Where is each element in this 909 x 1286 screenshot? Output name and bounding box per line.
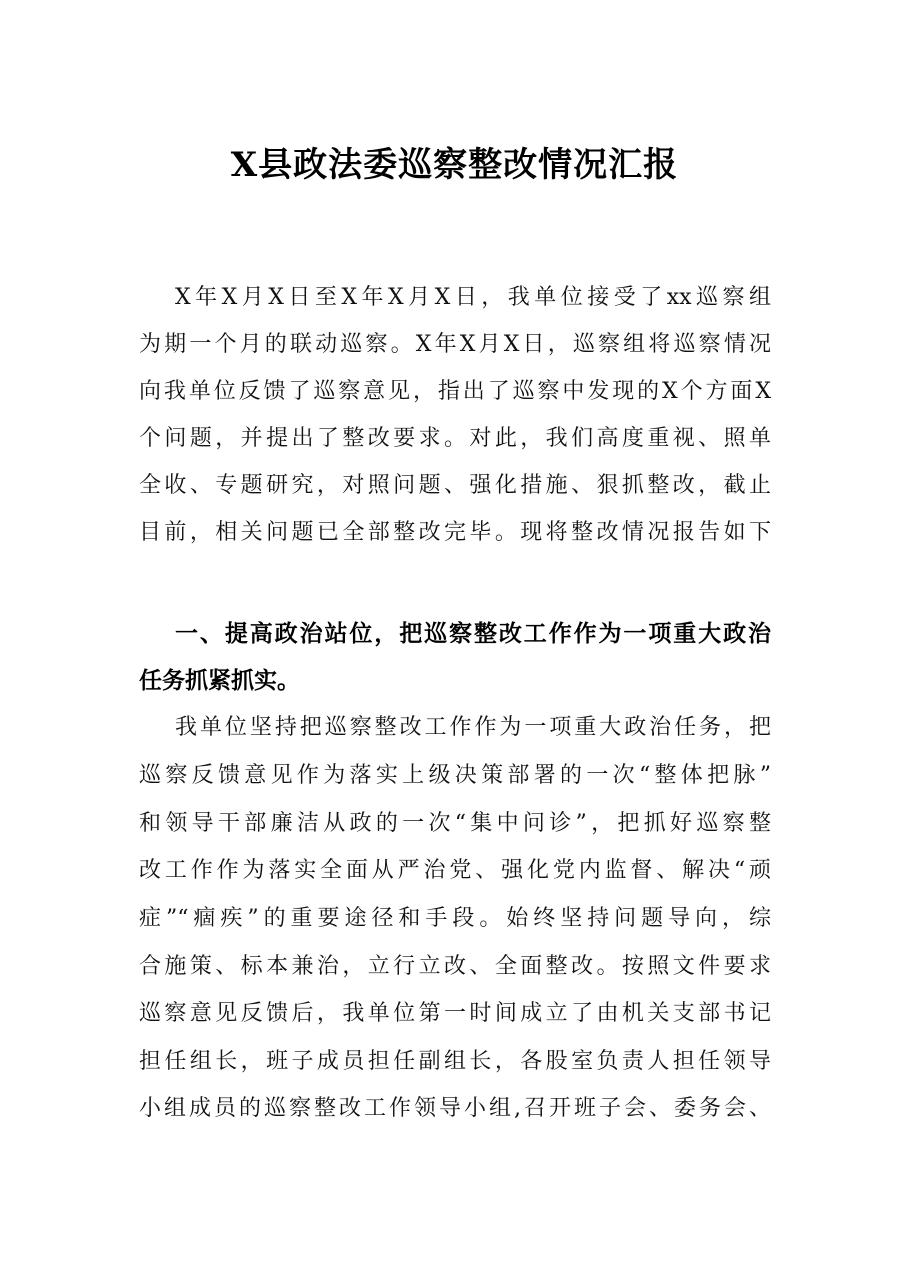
intro-line: 目前，相关问题已全部整改完毕。现将整改情况报告如下	[139, 520, 771, 545]
body-line: 我单位坚持把巡察整改工作作为一项重大政治任务，把	[175, 715, 771, 740]
intro-line: X年X月X日至X年X月X日，我单位接受了xx巡察组	[175, 285, 771, 310]
body-line: 改工作作为落实全面从严治党、强化党内监督、解决“顽	[139, 858, 771, 883]
body-line: 小组成员的巡察整改工作领导小组,召开班子会、委务会、	[139, 1096, 771, 1121]
section-heading-line: 任务抓紧抓实。	[139, 667, 300, 694]
body-line: 担任组长，班子成员担任副组长，各股室负责人担任领导	[139, 1049, 771, 1074]
body-line: 和领导干部廉洁从政的一次“集中问诊”，把抓好巡察整	[139, 811, 771, 836]
intro-line: 向我单位反馈了巡察意见，指出了巡察中发现的X个方面X	[139, 379, 771, 404]
intro-line: 为期一个月的联动巡察。X年X月X日，巡察组将巡察情况	[139, 332, 771, 357]
body-line: 巡察意见反馈后，我单位第一时间成立了由机关支部书记	[139, 1001, 771, 1026]
body-line: 巡察反馈意见作为落实上级决策部署的一次“整体把脉”	[139, 763, 771, 788]
section-heading-line: 一、提高政治站位，把巡察整改工作作为一项重大政治	[175, 620, 771, 647]
intro-line: 个问题，并提出了整改要求。对此，我们高度重视、照单	[139, 426, 771, 451]
document-title: X县政法委巡察整改情况汇报	[230, 145, 679, 185]
body-line: 合施策、标本兼治，立行立改、全面整改。按照文件要求	[139, 954, 771, 979]
body-line: 症”“痼疾”的重要途径和手段。始终坚持问题导向，综	[139, 906, 771, 931]
intro-line: 全收、专题研究，对照问题、强化措施、狠抓整改，截止	[139, 473, 771, 498]
